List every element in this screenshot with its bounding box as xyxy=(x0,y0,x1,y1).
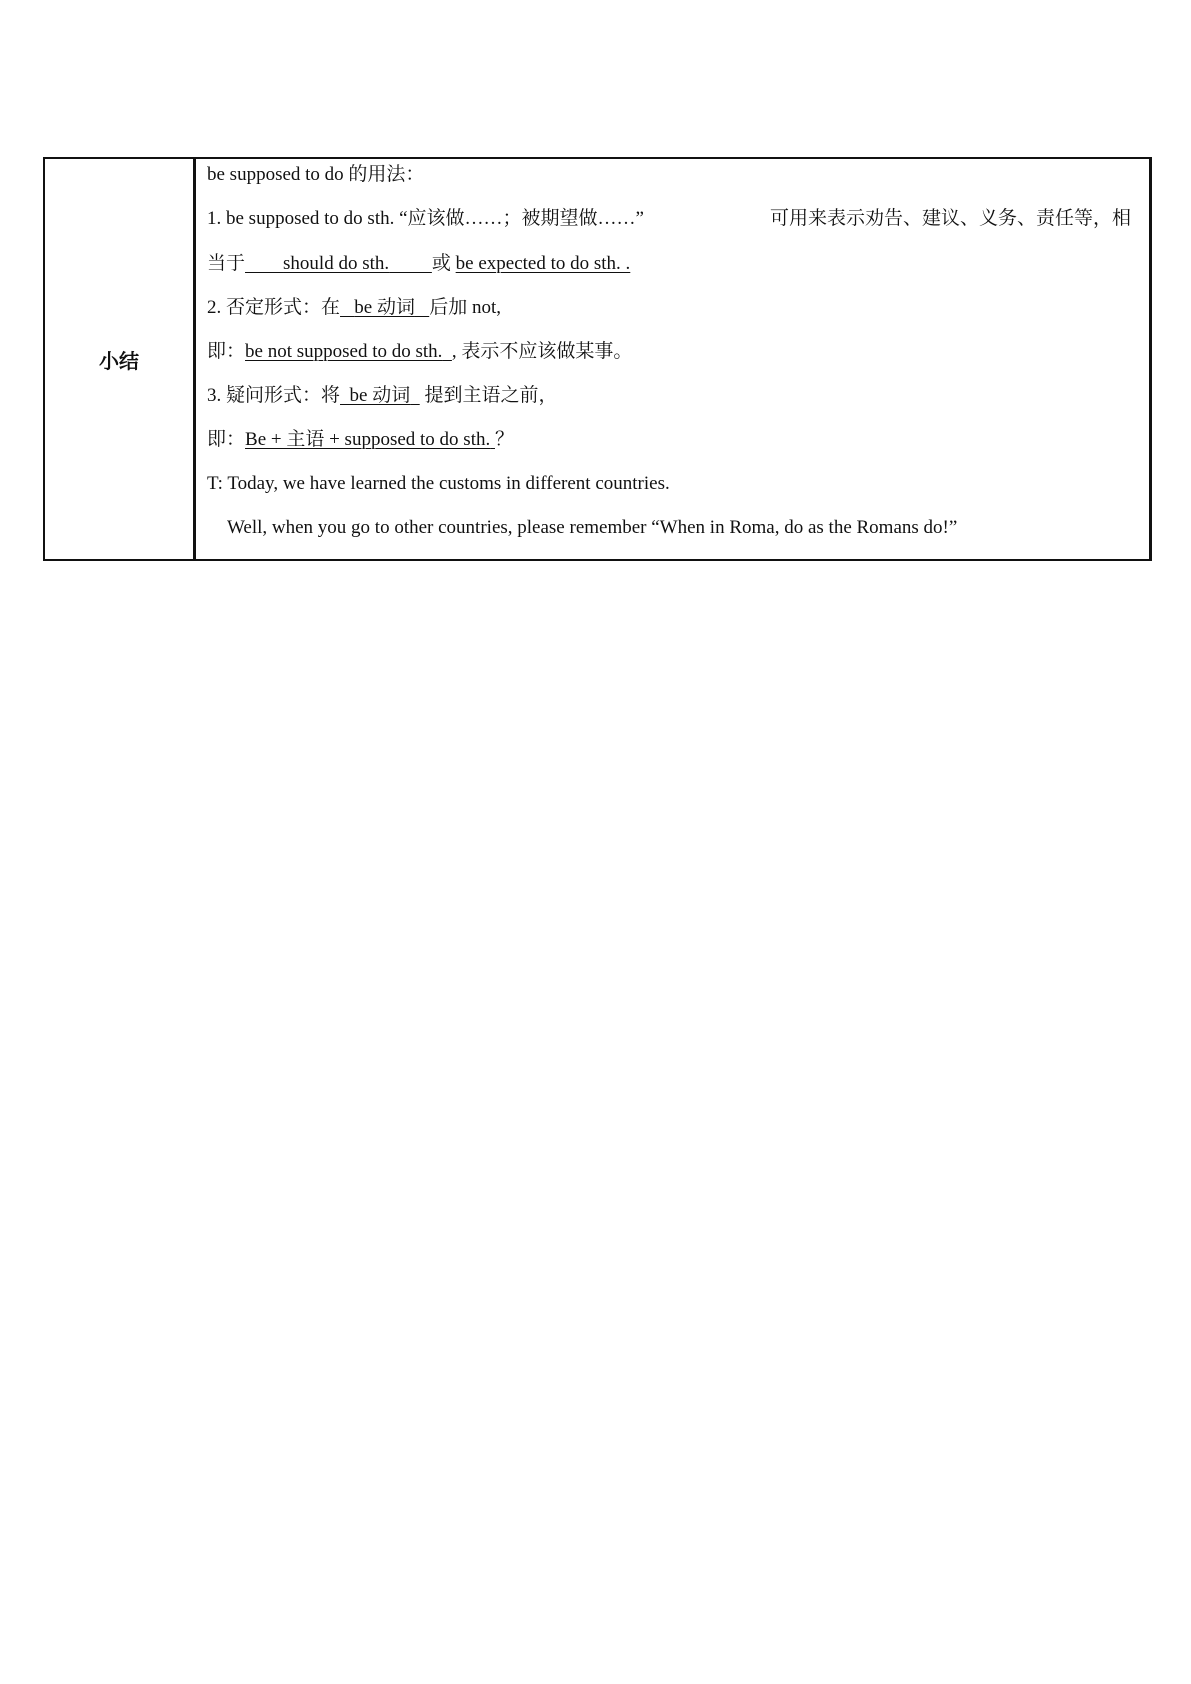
point-1-meaning: “应该做……；被期望做……” xyxy=(399,208,644,229)
point-1-line xyxy=(207,207,1131,231)
question-example-answer: Be + 主语 + supposed to do sth. xyxy=(245,429,491,450)
question-form-line xyxy=(207,384,1139,408)
point-1-phrase: be supposed to do sth. xyxy=(226,208,395,229)
summary-row xyxy=(44,158,1151,560)
negative-blank xyxy=(340,297,429,318)
teacher-line: T: Today, we have learned the customs in different countries. xyxy=(207,473,670,494)
negative-example-suffix: , 表示不应该做某事。 xyxy=(451,341,633,362)
point-1-number: 1. xyxy=(207,208,222,229)
equivalent-answer-1: should do sth. xyxy=(283,253,390,274)
equivalent-prefix: 当于 xyxy=(207,253,246,274)
equivalent-line xyxy=(207,251,1139,276)
negative-form-line xyxy=(207,296,1139,320)
question-blank xyxy=(340,385,420,406)
usage-heading: be supposed to do 的用法： xyxy=(207,164,425,185)
point-1-usage: 可用来表示劝告、建议、义务、责任等，相 xyxy=(769,208,1131,229)
negative-example-prefix: 即： xyxy=(207,341,246,362)
negative-example-gap xyxy=(442,341,452,362)
negative-answer: be 动词 xyxy=(354,297,415,318)
summary-table xyxy=(43,157,1152,561)
question-example-suffix: ？ xyxy=(494,429,514,450)
or-word: 或 xyxy=(431,252,451,274)
question-suffix: 提到主语之前， xyxy=(424,385,558,406)
point-1-lead xyxy=(207,207,644,231)
row-label: 小结 xyxy=(44,158,195,560)
negative-suffix: 后加 not, xyxy=(429,297,501,318)
question-example-prefix: 即： xyxy=(207,429,246,450)
negative-example-line xyxy=(207,340,1139,364)
equivalent-answer-2: be expected to do sth. . xyxy=(455,253,631,274)
equivalent-blank-1 xyxy=(245,253,432,274)
teacher-closing-line: Well, when you go to other countries, please remember “When in Roma, do as the Romans do!” xyxy=(227,517,958,538)
question-answer: be 动词 xyxy=(349,385,411,406)
question-example-line xyxy=(207,428,1139,452)
summary-content xyxy=(195,158,1151,560)
question-prefix: 3. 疑问形式：将 xyxy=(207,385,341,406)
negative-prefix: 2. 否定形式：在 xyxy=(207,297,341,318)
negative-example-answer: be not supposed to do sth. xyxy=(245,341,443,362)
